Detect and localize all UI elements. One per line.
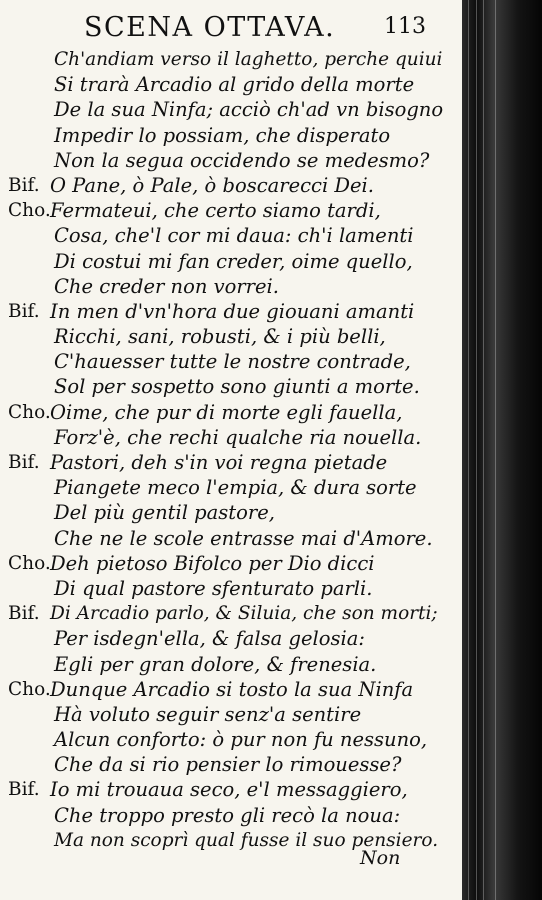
speaker-label: Bif. <box>8 779 40 801</box>
verse-line <box>0 72 462 97</box>
verse-line-text: Dunque Arcadio si tosto la sua Ninfa <box>50 677 414 701</box>
verse-line-text: Ma non scoprì qual fusse il suo pensiero. <box>54 829 439 851</box>
page-edge-line <box>483 0 484 900</box>
verse-line <box>0 475 462 500</box>
speaker-label: Cho. <box>8 401 51 423</box>
verse-line <box>0 601 462 626</box>
page-edge-line <box>476 0 477 900</box>
verse-line <box>0 123 462 148</box>
verse-line <box>0 249 462 274</box>
page-header <box>84 8 430 46</box>
verse-line-text: Che creder non vorrei. <box>54 274 279 298</box>
verse-line-text: Ch'andiam verso il laghetto, perche quiui <box>54 49 443 70</box>
verse-line-text: Di Arcadio parlo, & Siluia, che son morti; <box>50 603 438 625</box>
verse-line <box>0 803 462 828</box>
verse-line-text: Si trarà Arcadio al grido della morte <box>54 73 415 97</box>
speaker-label: Bif. <box>8 300 40 322</box>
verse-line-text: In men d'vn'hora due giouani amanti <box>50 299 415 323</box>
verse-line-text: Deh pietoso Bifolco per Dio dicci <box>50 551 375 575</box>
verse-line <box>0 777 462 802</box>
speaker-label: Cho. <box>8 200 51 222</box>
verse-line <box>0 349 462 374</box>
page-edge-line <box>468 0 469 900</box>
verse-line-text: Impedir lo possiam, che disperato <box>54 123 391 147</box>
verse-line-text: Oime, che pur di morte egli fauella, <box>50 400 403 424</box>
verse-line <box>0 576 462 601</box>
verse-line-text: Non la segua occidendo se medesmo? <box>54 148 430 172</box>
verse-line-text: Del più gentil pastore, <box>54 501 275 525</box>
verse-line-text: Piangete meco l'empia, & dura sorte <box>54 476 417 500</box>
page-number: 113 <box>384 14 426 39</box>
catchword: Non <box>360 847 401 869</box>
verse-line-text: C'hauesser tutte le nostre contrade, <box>54 350 411 374</box>
verse-line <box>0 551 462 576</box>
verse-line <box>0 652 462 677</box>
verse-line-text: O Pane, ò Pale, ò boscarecci Dei. <box>50 173 374 197</box>
verse-line <box>0 526 462 551</box>
speaker-label: Cho. <box>8 552 51 574</box>
verse-line-text: Che da si rio pensier lo rimouesse? <box>54 753 402 777</box>
verse-line-text: Di qual pastore sfenturato parli. <box>54 576 373 600</box>
book-gutter <box>462 0 542 900</box>
verse-line <box>0 148 462 173</box>
verse-line-text: Pastori, deh s'in voi regna pietade <box>50 451 388 474</box>
verse-line <box>0 450 462 475</box>
verse-line <box>0 374 462 399</box>
verse-line-text: De la sua Ninfa; acciò ch'ad vn bisogno <box>54 98 444 122</box>
page-edge-line <box>495 0 496 900</box>
verse-line <box>0 727 462 752</box>
verse-line-text: Forz'è, che rechi qualche ria nouella. <box>54 425 422 449</box>
verse-line-text: Io mi trouaua seco, e'l messaggiero, <box>50 778 408 802</box>
verse-line <box>0 500 462 525</box>
verse-line-text: Alcun conforto: ò pur non fu nessuno, <box>54 728 428 752</box>
verse-line-text: Per isdegn'ella, & falsa gelosia: <box>54 627 365 651</box>
verse-line <box>0 702 462 727</box>
speaker-label: Bif. <box>8 452 40 473</box>
verse-line <box>0 97 462 122</box>
verse-line <box>0 400 462 425</box>
verse-line <box>0 274 462 299</box>
verse-line <box>0 425 462 450</box>
speaker-label: Bif. <box>8 174 40 196</box>
verse-line <box>0 47 462 72</box>
verse-line-text: Fermateui, che certo siamo tardi, <box>50 199 381 223</box>
verse-line <box>0 223 462 248</box>
verse-line-text: Di costui mi fan creder, oime quello, <box>54 249 413 273</box>
verse-line-text: Che troppo presto gli recò la noua: <box>54 803 401 827</box>
verse-line-text: Cosa, che'l cor mi daua: ch'i lamenti <box>54 224 414 248</box>
speaker-label: Cho. <box>8 678 51 700</box>
verse-line-text: Egli per gran dolore, & frenesia. <box>54 652 377 676</box>
verse-line <box>0 324 462 349</box>
verse-text <box>0 47 462 853</box>
verse-line-text: Hà voluto seguir senz'a sentire <box>54 702 362 726</box>
running-title: SCENA OTTAVA. <box>84 12 336 43</box>
verse-line <box>0 299 462 324</box>
verse-line <box>0 198 462 223</box>
speaker-label: Bif. <box>8 603 40 625</box>
verse-line <box>0 626 462 651</box>
verse-line <box>0 173 462 198</box>
verse-line-text: Ricchi, sani, robusti, & i più belli, <box>54 325 386 349</box>
verse-line <box>0 752 462 777</box>
verse-line <box>0 677 462 702</box>
verse-line-text: Sol per sospetto sono giunti a morte. <box>54 375 420 399</box>
verse-line-text: Che ne le scole entrasse mai d'Amore. <box>54 526 433 550</box>
